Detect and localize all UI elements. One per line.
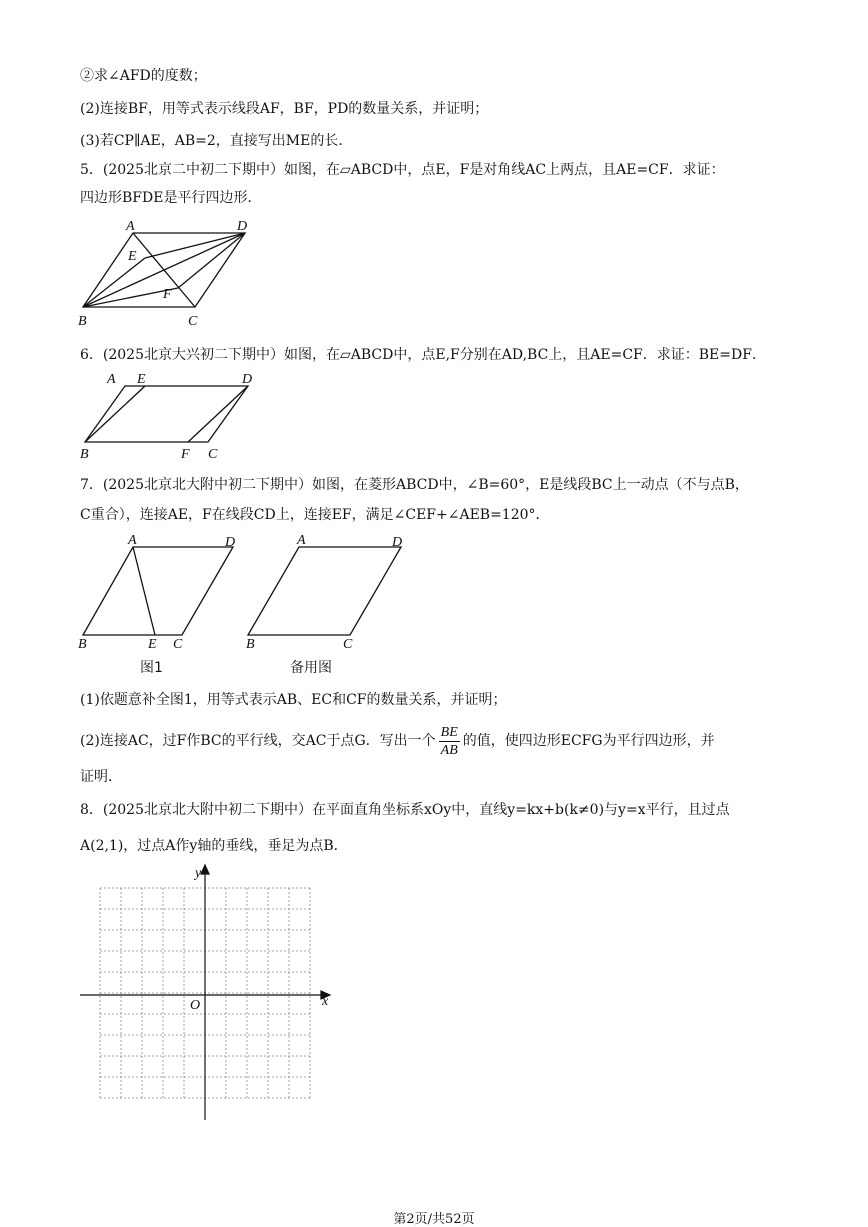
question-4-part-2: (2)连接BF，用等式表示线段AF，BF，PD的数量关系，并证明； — [80, 101, 489, 117]
question-7-part-1: (1)依题意补全图1，用等式表示AB、EC和CF的数量关系，并证明； — [80, 692, 507, 708]
label-a: A — [107, 372, 116, 387]
y-axis-label: y — [195, 866, 202, 881]
fig1-label-a: A — [128, 533, 137, 548]
question-8-text: 8．(2025北京北大附中初二下期中）在平面直角坐标系xOy中，直线y=kx+b(k≠0)与y=x平行，且过点 — [80, 802, 730, 818]
fig2-label-a: A — [297, 533, 306, 548]
label-f: F — [163, 287, 172, 302]
question-6-text: 6．(2025北京大兴初二下期中）如图，在▱ABCD中，点E,F分别在AD,BC上，且AE=CF．求证：BE=DF． — [80, 347, 766, 363]
fraction-numerator: BE — [440, 724, 458, 740]
question-7-text-cont: C重合），连接AE，F在线段CD上，连接EF，满足∠CEF+∠AEB=120°． — [80, 507, 550, 523]
label-c: C — [208, 447, 218, 462]
question-7-text: 7．(2025北京北大附中初二下期中）如图，在菱形ABCD中，∠B=60°，E是线段BC上一动点（不与点B， — [80, 477, 749, 493]
fig2-label-c: C — [343, 637, 353, 652]
question-4-part-1-2: ②求∠AFD的度数； — [80, 68, 207, 84]
fig1-label-e: E — [148, 637, 157, 652]
page-footer: 第2页/共52页 — [393, 1212, 475, 1227]
x-axis-label: x — [322, 994, 329, 1009]
label-e: E — [137, 372, 146, 387]
label-d: D — [242, 372, 253, 387]
label-a: A — [126, 219, 135, 234]
label-d: D — [237, 219, 248, 234]
question-7-part-2-cont: 证明． — [80, 769, 122, 785]
label-c: C — [188, 314, 198, 329]
question-7-part-2-pre: (2)连接AC，过F作BC的平行线，交AC于点G．写出一个 — [80, 733, 436, 749]
label-b: B — [78, 314, 87, 329]
question-4-part-3: (3)若CP∥AE，AB=2，直接写出ME的长． — [80, 133, 353, 149]
backup-figure-caption: 备用图 — [290, 660, 332, 676]
label-e: E — [128, 249, 137, 264]
fig2-label-d: D — [392, 535, 403, 550]
question-5-text-cont: 四边形BFDE是平行四边形． — [80, 190, 262, 206]
fig2-label-b: B — [246, 637, 255, 652]
fig1-label-b: B — [78, 637, 87, 652]
question-5-text: 5．(2025北京二中初二下期中）如图，在▱ABCD中，点E，F是对角线AC上两点，且AE=CF．求证： — [80, 162, 725, 178]
fraction-denominator: AB — [440, 742, 458, 758]
figure-1-caption: 图1 — [140, 660, 163, 676]
fig1-label-c: C — [173, 637, 183, 652]
y-axis-arrow — [201, 865, 209, 874]
fig1-label-d: D — [225, 535, 236, 550]
label-f: F — [181, 447, 190, 462]
label-b: B — [80, 447, 89, 462]
origin-label: O — [190, 998, 201, 1013]
question-8-text-cont: A(2,1)，过点A作y轴的垂线，垂足为点B． — [80, 838, 348, 854]
question-7-part-2-post: 的值，使四边形ECFG为平行四边形，并 — [462, 733, 715, 749]
